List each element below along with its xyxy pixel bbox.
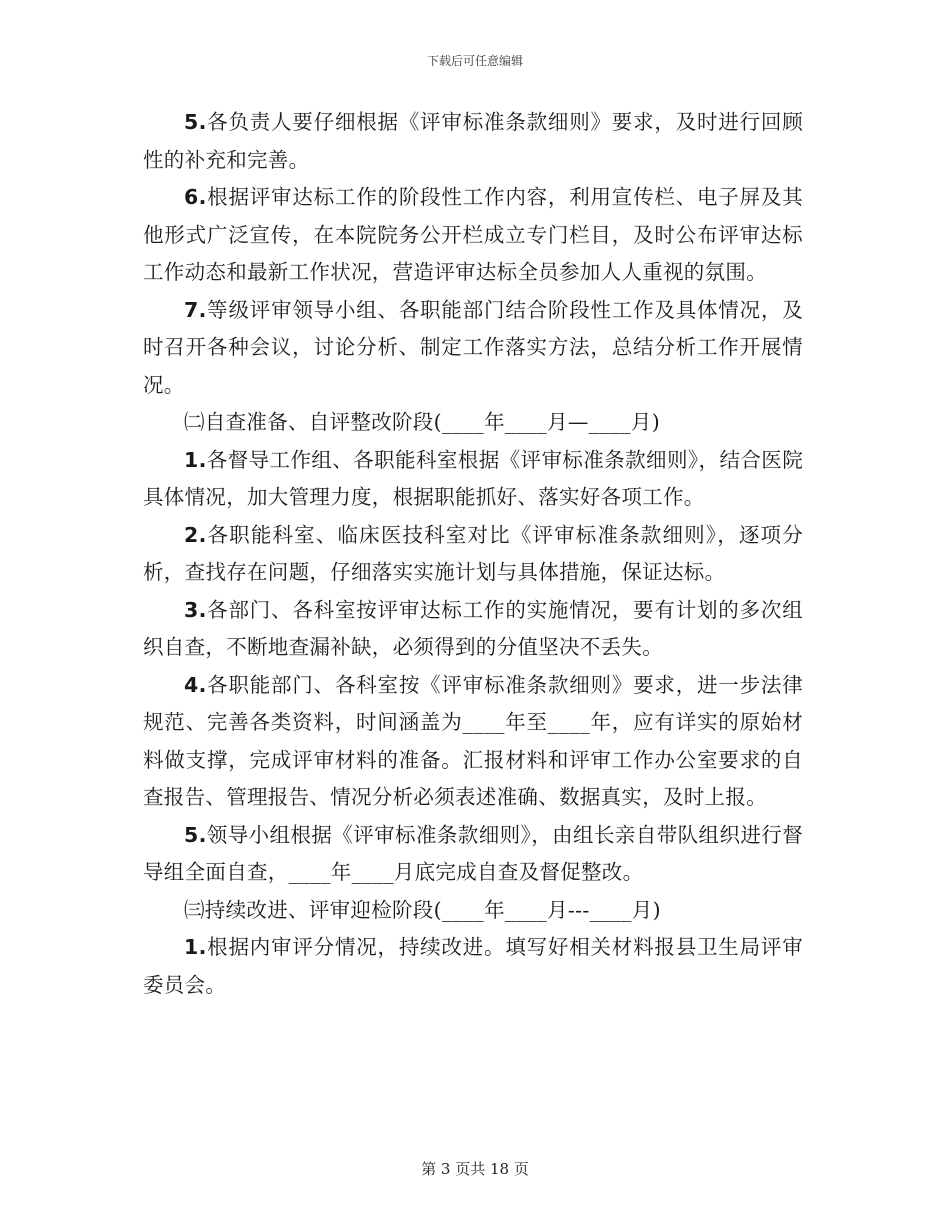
paragraph-text: 根据内审评分情况，持续改进。填写好相关材料报县卫生局评审委员会。: [143, 935, 803, 997]
item-number: 1.: [184, 935, 207, 959]
page-footer: 第 3 页共 18 页: [421, 1160, 529, 1178]
paragraph-text: ㈡自查准备、自评整改阶段(____年____月—____月): [184, 410, 660, 434]
paragraph-text: 各职能科室、临床医技科室对比《评审标准条款细则》，逐项分析，查找存在问题，仔细落实实施计划与具体措施，保证达标。: [143, 522, 803, 584]
section-heading: [143, 892, 803, 930]
item-number: 4.: [184, 672, 207, 697]
item-number: 1.: [184, 447, 207, 472]
item-number: 5.: [184, 110, 207, 134]
item-number: 5.: [184, 822, 207, 847]
paragraph: [143, 592, 803, 667]
paragraph: [143, 104, 803, 179]
document-body: [143, 104, 803, 1004]
paragraph-text: 根据评审达标工作的阶段性工作内容，利用宣传栏、电子屏及其他形式广泛宣传，在本院院务公开栏成立专门栏目，及时公布评审达标工作动态和最新工作状况，营造评审达标全员参加人人重视的氛围。: [143, 185, 803, 284]
item-number: 6.: [184, 185, 207, 209]
item-number: 7.: [184, 297, 207, 322]
paragraph-text: ㈢持续改进、评审迎检阶段(____年____月---____月): [184, 897, 661, 922]
paragraph: [143, 929, 803, 1004]
paragraph: [143, 667, 803, 817]
paragraph-text: 等级评审领导小组、各职能部门结合阶段性工作及具体情况，及时召开各种会议，讨论分析、制定工作落实方法，总结分析工作开展情况。: [143, 297, 803, 397]
paragraph-text: 各负责人要仔细根据《评审标准条款细则》要求，及时进行回顾性的补充和完善。: [143, 110, 803, 172]
paragraph: [143, 179, 803, 292]
paragraph-text: 各督导工作组、各职能科室根据《评审标准条款细则》，结合医院具体情况，加大管理力度，根据职能抓好、落实好各项工作。: [143, 447, 803, 509]
paragraph-text: 各职能部门、各科室按《评审标准条款细则》要求，进一步法律规范、完善各类资料，时间涵盖为____年至____年，应有详实的原始材料做支撑，完成评审材料的准备。汇报材料和评审工作办公室要求的自查报告、管理报告、情况分析必须表述准确、数据真实，及时上报。: [143, 672, 803, 809]
paragraph: [143, 442, 803, 517]
item-number: 2.: [184, 522, 207, 547]
paragraph-text: 领导小组根据《评审标准条款细则》，由组长亲自带队组织进行督导组全面自查，____年____月底完成自查及督促整改。: [143, 822, 803, 884]
paragraph-text: 各部门、各科室按评审达标工作的实施情况，要有计划的多次组织自查，不断地查漏补缺，必须得到的分值坚决不丢失。: [143, 597, 803, 659]
paragraph: [143, 292, 803, 405]
item-number: 3.: [184, 597, 207, 622]
paragraph: [143, 517, 803, 592]
page-header: 下载后可任意编辑: [426, 54, 523, 68]
section-heading: [143, 404, 803, 442]
paragraph: [143, 817, 803, 892]
